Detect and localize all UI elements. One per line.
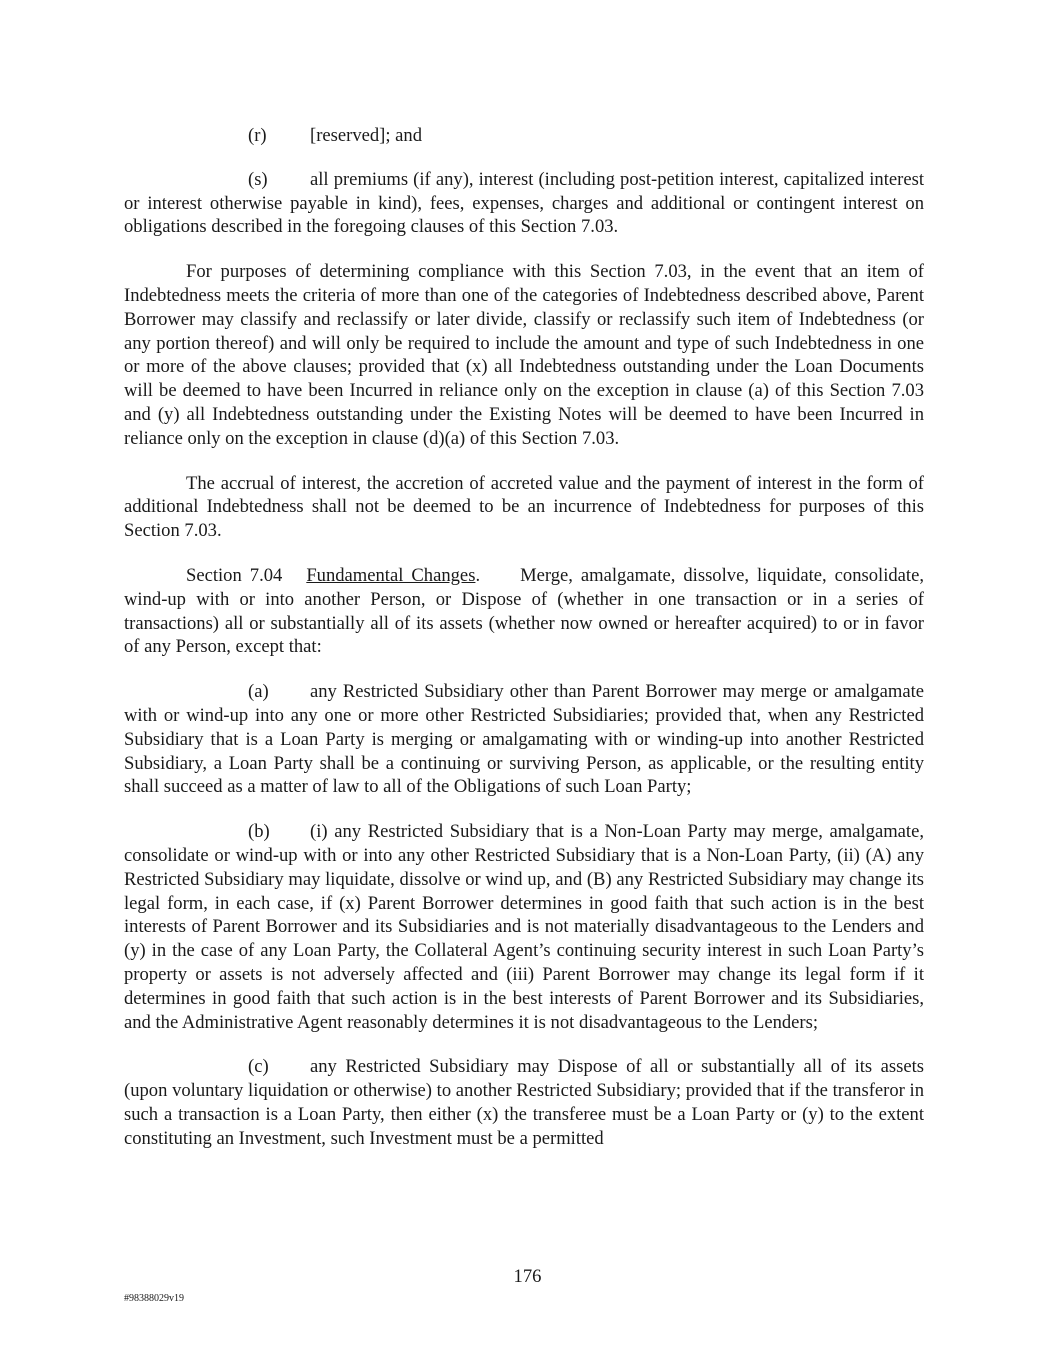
section-text: Merge, amalgamate, dissolve, liquidate, consolidate, wind-up with or into another Person, or Dispose of (whether in one transaction or in a series of transactions) all or substantially all of its assets (whether now owned or hereafter acquired) to or in favor of any Person, except that: — [124, 564, 924, 658]
paragraph-accrual: The accrual of interest, the accretion of accreted value and the payment of interest in the form of additional Indebtedness shall not be deemed to be an incurrence of Indebtedness for purposes of this Section 7.03. — [124, 472, 924, 542]
clause-c — [124, 1055, 924, 1150]
clause-label: (r) — [248, 125, 267, 146]
clause-label: (s) — [248, 168, 268, 190]
clause-a — [124, 680, 924, 799]
clause-text: (i) any Restricted Subsidiary that is a Non-Loan Party may merge, amalgamate, consolidate or wind-up with or into any other Restricted Subsidiary that is a Non-Loan Party, (ii) (A) any Restricted Subsidiary may liquidate, dissolve or wind up, and (B) any Restricted Subsidiary may change its legal form, in each case, if (x) Parent Borrower determines in good faith that such action is in the best interests of Parent Borrower and its Subsidiaries and is not materially disadvantageous to the Lenders and (y) in the case of any Loan Party, the Collateral Agent’s continuing security interest in such Loan Party’s property or assets is not adversely affected and (iii) Parent Borrower may change its legal form if it determines in good faith that such action is in the best interests of Parent Borrower and its Subsidiaries, and the Administrative Agent reasonably determines it is not disadvantageous to the Lenders; — [124, 821, 924, 1033]
clause-label: (b) — [248, 821, 270, 843]
section-heading-punct: . — [475, 564, 481, 586]
document-page — [124, 124, 924, 1171]
clause-r — [124, 124, 924, 148]
section-7-04 — [124, 564, 924, 659]
document-id: #98388029v19 — [124, 1293, 184, 1304]
clause-text: any Restricted Subsidiary may Dispose of all or substantially all of its assets (upon voluntary liquidation or otherwise) to another Restricted Subsidiary; provided that if the transferor in such a transaction is a Loan Party, then either (x) the transferee must be a Loan Party or (y) to the extent constituting an Investment, such Investment must be a permitted — [124, 1056, 924, 1149]
section-number: Section 7.04 — [186, 564, 283, 586]
clause-text: [reserved]; and — [310, 125, 423, 146]
clause-label: (c) — [248, 1056, 269, 1078]
section-heading: Fundamental Changes — [306, 564, 476, 586]
clause-text: any Restricted Subsidiary other than Parent Borrower may merge or amalgamate with or wind-up into any one or more other Restricted Subsidiaries; provided that, when any Restricted Subsidiary that is a Loan Party is merging or amalgamating with or winding-up into another Restricted Subsidiary, a Loan Party shall be a continuing or surviving Person, as applicable, or the resulting entity shall succeed as a matter of law to all of the Obligations of such Loan Party; — [124, 681, 924, 798]
clause-s — [124, 168, 924, 239]
clause-text: all premiums (if any), interest (including post-petition interest, capitalized interest or interest otherwise payable in kind), fees, expenses, charges and additional or contingent interest on obligations described in the foregoing clauses of this Section 7.03. — [124, 168, 924, 238]
page-number: 176 — [513, 1266, 542, 1287]
clause-label: (a) — [248, 681, 269, 703]
paragraph-compliance: For purposes of determining compliance with this Section 7.03, in the event that an item of Indebtedness meets the criteria of more than one of the categories of Indebtedness described above, Parent Borrower may classify and reclassify or later divide, classify or reclassify such item of Indebtedness (or any portion thereof) and will only be required to include the amount and type of such Indebtedness in one or more of the above clauses; provided that (x) all Indebtedness outstanding under the Loan Documents will be deemed to have been Incurred in reliance only on the exception in clause (a) of this Section 7.03 and (y) all Indebtedness outstanding under the Existing Notes will be deemed to have been Incurred in reliance only on the exception in clause (d)(a) of this Section 7.03. — [124, 261, 924, 449]
clause-b — [124, 820, 924, 1034]
